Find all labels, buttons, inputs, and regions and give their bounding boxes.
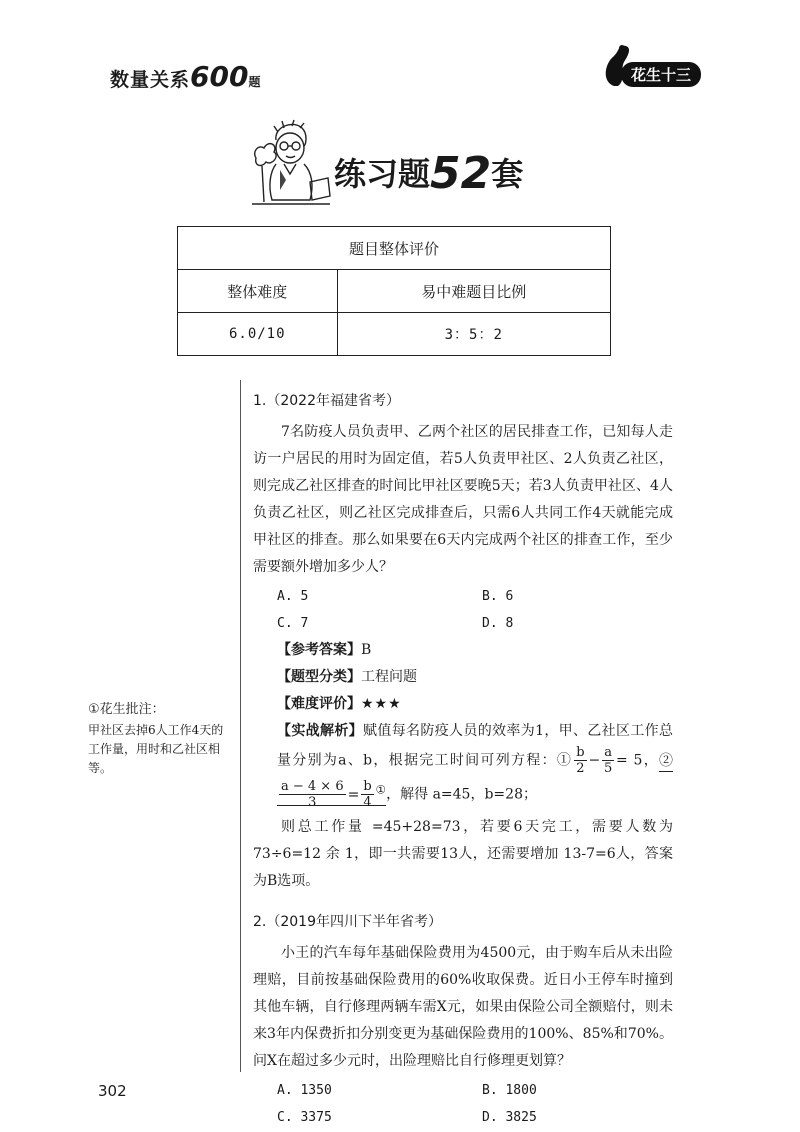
title-suffix: 套 xyxy=(491,155,524,193)
option-b: B. 6 xyxy=(482,589,514,604)
table-row xyxy=(178,270,611,313)
evaluation-heading: 题目整体评价 xyxy=(178,227,611,270)
fraction: $\frac{b}{2}$ xyxy=(576,745,585,776)
column-header-ratio: 易中难题目比例 xyxy=(337,270,610,313)
margin-divider xyxy=(240,380,241,1072)
table-row xyxy=(178,313,611,356)
title-prefix: 练习题 xyxy=(334,155,431,193)
ratio-value: 3：5：2 xyxy=(337,313,610,356)
page-number: 302 xyxy=(98,1082,127,1100)
minus-sign: − xyxy=(588,752,601,769)
type-label: 【题型分类】 xyxy=(277,669,361,685)
analysis-text-2: ，解得 a=45，b=28； xyxy=(386,786,537,803)
equation-2: ② $\frac{a - 4 \times 6}{3}$ = $\frac{b}{4}$ ① xyxy=(277,753,673,806)
question-1-body: 7名防疫人员负责甲、乙两个社区的居民排查工作，已知每人走访一户居民的用时为固定值，若5人负责甲社区、2人负责乙社区，则完成乙社区排查的时间比甲社区要晚5天；若3人负责甲社区、4人负责乙社区，则乙社区完成排查后，只需6人共同工作4天就能完成甲社区的排查。那么如果要在6天内完成两个社区的排查工作，至少需要额外增加多少人？ xyxy=(253,424,673,575)
analysis-text-3: 则总工作量 =45+28=73，若要6天完工，需要人数为 73÷6=12 余 1，即一共需要13人，还需要增加 13-7=6人，答案为B选项。 xyxy=(253,819,673,890)
book-title xyxy=(110,60,261,93)
analysis-label: 【实战解析】 xyxy=(277,723,364,739)
analysis-text-1: 赋值每名防疫人员的效率为1，甲、乙社区工作总量分别为a、b，根据完工时间可列方程：① xyxy=(277,723,674,769)
exercise-set-title xyxy=(334,148,523,199)
fraction: $\frac{a - 4 \times 6}{3}$ xyxy=(281,779,344,811)
note-title: ①花生批注： xyxy=(88,702,165,717)
type-value: 工程问题 xyxy=(361,669,417,685)
question-content xyxy=(253,388,673,1131)
table-row xyxy=(178,227,611,270)
option-a: A. 1350 xyxy=(277,1083,332,1099)
column-header-difficulty: 整体难度 xyxy=(178,270,338,313)
option-d: D. 8 xyxy=(482,616,514,631)
fraction: $\frac{a}{5}$ xyxy=(604,745,613,776)
note-text: 甲社区去掉6人工作4天的工作量，用时和乙社区相等。 xyxy=(88,723,224,775)
answer-line xyxy=(253,637,673,664)
equation-1-rhs: = 5， xyxy=(616,752,660,769)
book-title-suffix: 题 xyxy=(248,75,262,89)
difficulty-value: 6.0/10 xyxy=(178,313,338,356)
margin-note xyxy=(88,700,228,778)
option-c: C. 7 xyxy=(277,616,309,631)
option-d: D. 3825 xyxy=(482,1110,537,1126)
difficulty-line xyxy=(253,691,673,718)
option-c: C. 3375 xyxy=(277,1110,332,1126)
analysis-block xyxy=(253,718,673,810)
option-b: B. 1800 xyxy=(482,1083,537,1099)
book-title-prefix: 数量关系 xyxy=(110,69,191,91)
mascot-illustration-icon xyxy=(250,118,332,208)
answer-value: B xyxy=(361,642,372,658)
difficulty-stars: ★★★ xyxy=(361,696,402,712)
difficulty-label: 【难度评价】 xyxy=(277,696,361,712)
option-a: A. 5 xyxy=(277,589,309,604)
question-2-options xyxy=(253,1077,673,1131)
question-2-body: 小王的汽车每年基础保险费用为4500元，由于购车后从未出险理赔，目前按基础保险费用的60%收取保费。近日小王停车时撞到其他车辆，自行修理两辆车需X元，如果由保险公司全额赔付，则未来3年内保费折扣分别变更为基础保险费用的100%、85%和70%。问X在超过多少元时，出险理赔比自行修理更划算？ xyxy=(253,945,673,1070)
title-number: 52 xyxy=(430,148,492,199)
book-title-number: 600 xyxy=(190,60,249,93)
brand-label: 花生十三 xyxy=(621,62,701,87)
note-ref: ① xyxy=(375,782,387,796)
answer-label: 【参考答案】 xyxy=(277,642,361,658)
fraction: $\frac{b}{4}$ xyxy=(363,779,372,811)
evaluation-table xyxy=(177,226,611,356)
type-line xyxy=(253,664,673,691)
question-1-options xyxy=(253,583,673,637)
question-2-head: 2.（2019年四川下半年省考） xyxy=(253,914,442,931)
question-1-head: 1.（2022年福建省考） xyxy=(253,393,400,409)
